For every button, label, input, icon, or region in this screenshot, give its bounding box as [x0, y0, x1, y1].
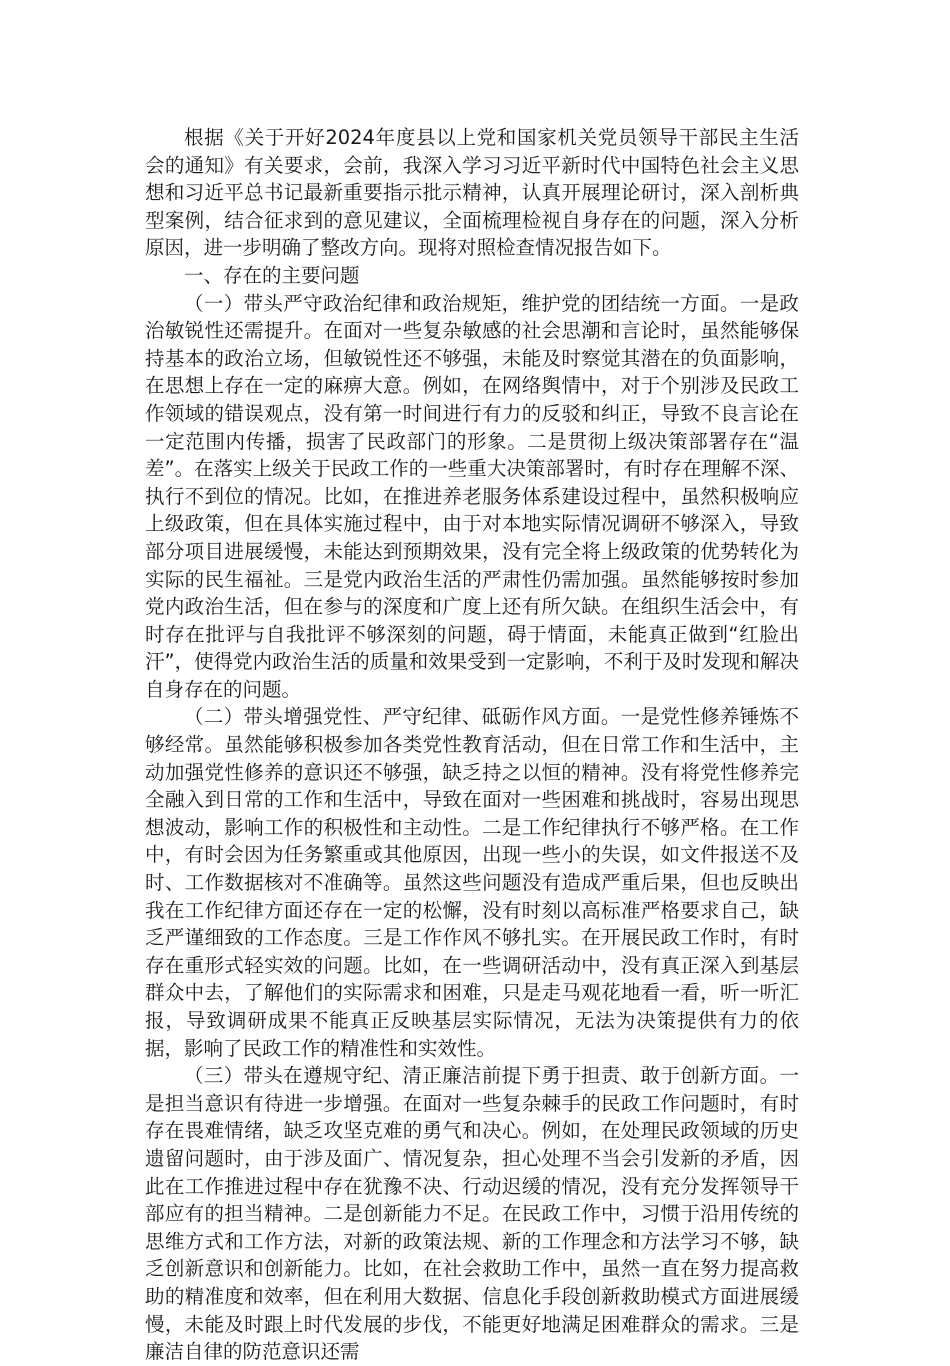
item-1-paragraph: （一）带头严守政治纪律和政治规矩，维护党的团结统一方面。一是政治敏锐性还需提升。在面对一些复杂敏感的社会思潮和言论时，虽然能够保持基本的政治立场，但敏锐性还不够强，未能及时察觉其潜在的负面影响，在思想上存在一定的麻痹大意。例如，在网络舆情中，对于个别涉及民政工作领域的错误观点，没有第一时间进行有力的反驳和纠正，导致不良言论在一定范围内传播，损害了民政部门的形象。二是贯彻上级决策部署存在“温差”。在落实上级关于民政工作的一些重大决策部署时，有时存在理解不深、执行不到位的情况。比如，在推进养老服务体系建设过程中，虽然积极响应上级政策，但在具体实施过程中，由于对本地实际情况调研不够深入，导致部分项目进展缓慢，未能达到预期效果，没有完全将上级政策的优势转化为实际的民生福祉。三是党内政治生活的严肃性仍需加强。虽然能够按时参加党内政治生活，但在参与的深度和广度上还有所欠缺。在组织生活会中，有时存在批评与自我批评不够深刻的问题，碍于情面，未能真正做到“红脸出汗”，使得党内政治生活的质量和效果受到一定影响，不利于及时发现和解决自身存在的问题。 [145, 291, 799, 701]
intro-paragraph: 根据《关于开好2024年度县以上党和国家机关党员领导干部民主生活会的通知》有关要求，会前，我深入学习习近平新时代中国特色社会主义思想和习近平总书记最新重要指示批示精神，认真开展理论研讨，深入剖析典型案例，结合征求到的意见建议，全面梳理检视自身存在的问题，深入分析原因，进一步明确了整改方向。现将对照检查情况报告如下。 [145, 126, 799, 260]
section-heading: 一、存在的主要问题 [184, 263, 360, 287]
document-body [145, 124, 799, 1366]
item-3-paragraph: （三）带头在遵规守纪、清正廉洁前提下勇于担责、敢于创新方面。一是担当意识有待进一步增强。在面对一些复杂棘手的民政工作问题时，有时存在畏难情绪，缺乏攻坚克难的勇气和决心。例如，在处理民政领域的历史遗留问题时，由于涉及面广、情况复杂，担心处理不当会引发新的矛盾，因此在工作推进过程中存在犹豫不决、行动迟缓的情况，没有充分发挥领导干部应有的担当精神。二是创新能力不足。在民政工作中，习惯于沿用传统的思维方式和工作方法，对新的政策法规、新的工作理念和方法学习不够，缺乏创新意识和创新能力。比如，在社会救助工作中，虽然一直在努力提高救助的精准度和效率，但在利用大数据、信息化手段创新救助模式方面进展缓慢，未能及时跟上时代发展的步伐，不能更好地满足困难群众的需求。三是廉洁自律的防范意识还需 [145, 1064, 799, 1364]
item-2-paragraph: （二）带头增强党性、严守纪律、砥砺作风方面。一是党性修养锤炼不够经常。虽然能够积极参加各类党性教育活动，但在日常工作和生活中，主动加强党性修养的意识还不够强，缺乏持之以恒的精神。没有将党性修养完全融入到日常的工作和生活中，导致在面对一些困难和挑战时，容易出现思想波动，影响工作的积极性和主动性。二是工作纪律执行不够严格。在工作中，有时会因为任务繁重或其他原因，出现一些小的失误，如文件报送不及时、工作数据核对不准确等。虽然这些问题没有造成严重后果，但也反映出我在工作纪律方面还存在一定的松懈，没有时刻以高标准严格要求自己，缺乏严谨细致的工作态度。三是工作作风不够扎实。在开展民政工作时，有时存在重形式轻实效的问题。比如，在一些调研活动中，没有真正深入到基层群众中去，了解他们的实际需求和困难，只是走马观花地看一看，听一听汇报，导致调研成果不能真正反映基层实际情况，无法为决策提供有力的依据，影响了民政工作的精准性和实效性。 [145, 705, 799, 1060]
